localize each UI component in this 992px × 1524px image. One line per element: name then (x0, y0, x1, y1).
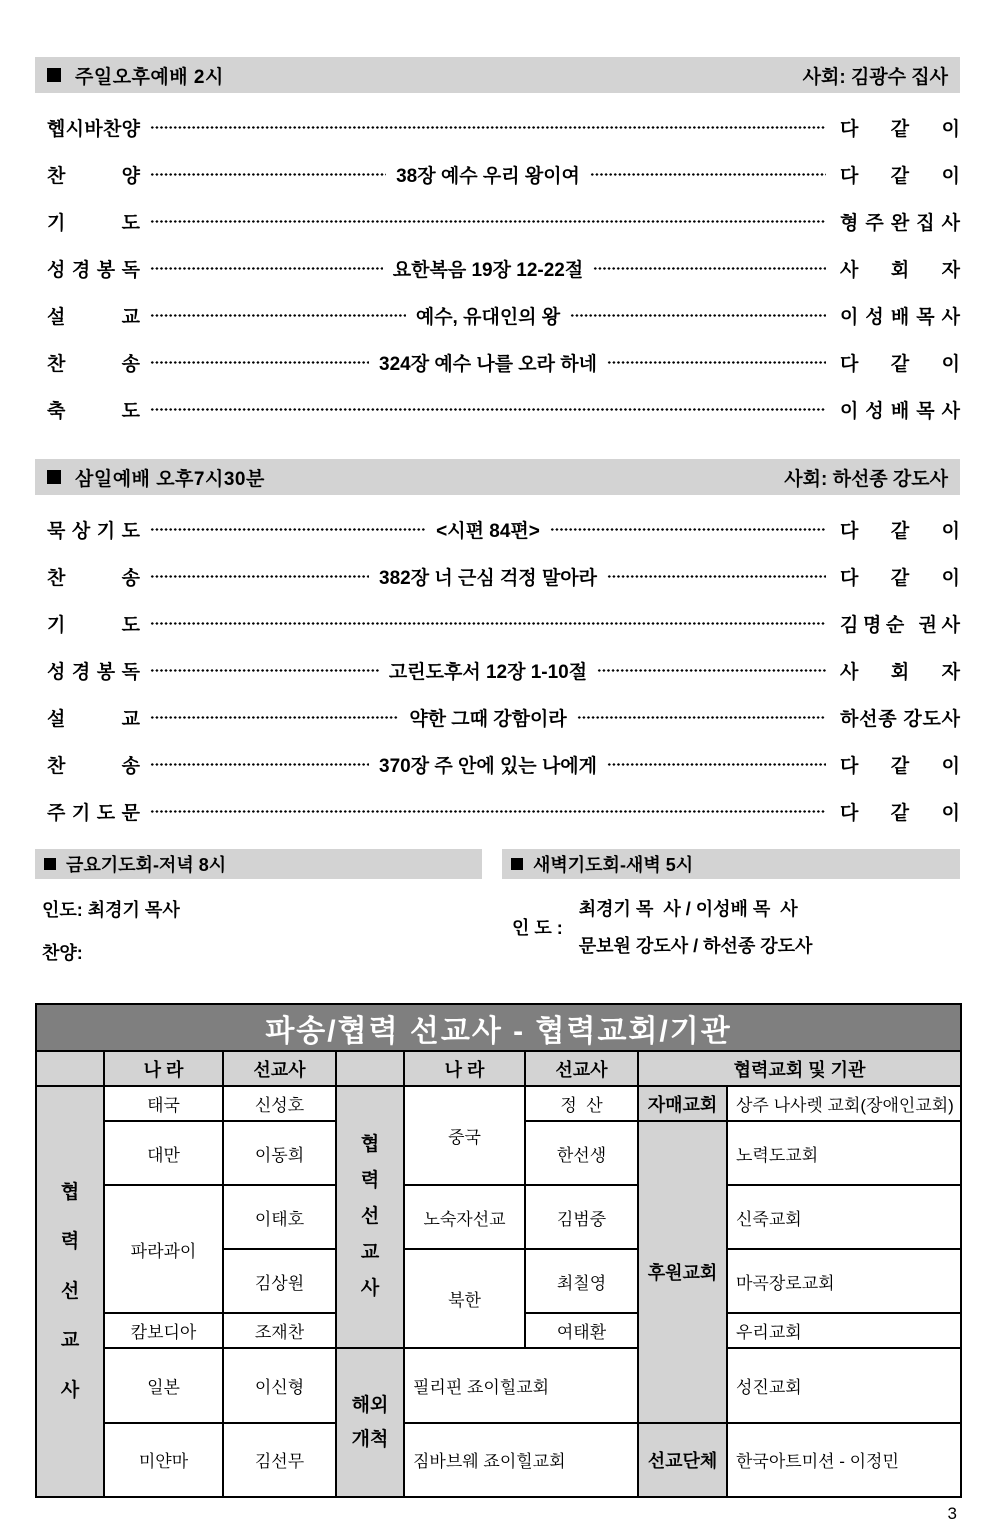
dotted-leader (150, 810, 826, 813)
black-square-icon (47, 68, 61, 82)
cell-country: 노숙자선교 (404, 1185, 525, 1249)
item-label: 기 도 (47, 615, 140, 636)
dotted-leader (607, 361, 826, 364)
dotted-leader (607, 763, 826, 766)
cell-partner-church: 성진교회 (727, 1348, 961, 1422)
group-label-coop-missionary: 협력선교사 (36, 1086, 104, 1497)
mission-table (35, 1003, 962, 1498)
item-assignee: 이 성 배 목 사 (840, 307, 960, 328)
item-assignee: 사 회 자 (840, 662, 960, 683)
item-label: 설 교 (47, 709, 140, 730)
item-assignee: 다 같 이 (840, 166, 960, 187)
item-detail: 38장 예수 우리 왕이여 (396, 166, 580, 187)
cell-partner-church: 마곡장로교회 (727, 1249, 961, 1313)
cell-overseas-church: 짐바브웨 죠이힐교회 (404, 1423, 638, 1497)
item-assignee: 사 회 자 (840, 260, 960, 281)
cell-country: 캄보디아 (104, 1313, 223, 1348)
item-assignee: 형 주 완 집 사 (840, 213, 960, 234)
item-label: 축 도 (47, 401, 140, 422)
item-detail: 324장 예수 나를 오라 하네 (379, 354, 598, 375)
header-cell-country: 나 라 (404, 1051, 525, 1086)
table-row (36, 1348, 961, 1422)
cell-missionary: 한선생 (525, 1121, 638, 1185)
service-item (35, 104, 960, 151)
item-assignee: 이 성 배 목 사 (840, 401, 960, 422)
dawn-prayer-leader-names (579, 895, 813, 958)
cell-partner-church: 우리교회 (727, 1313, 961, 1348)
item-detail: 약한 그때 강함이라 (409, 709, 567, 730)
cell-overseas-church: 필리핀 죠이힐교회 (404, 1348, 638, 1422)
table-row (36, 1185, 961, 1249)
dotted-leader (577, 716, 826, 719)
item-detail: 370장 주 안에 있는 나에게 (379, 756, 598, 777)
header-cell-missionary: 선교사 (223, 1051, 336, 1086)
item-label: 설 교 (47, 307, 140, 328)
partner-label-sister-church: 자매교회 (638, 1086, 727, 1121)
section-header-sunday-afternoon (35, 57, 960, 93)
dotted-leader (150, 408, 826, 411)
black-square-icon (47, 470, 61, 484)
header-cell-partner: 협력교회 및 기관 (638, 1051, 961, 1086)
item-label: 주 기 도 문 (47, 803, 140, 824)
friday-prayer-leader: 인도: 최경기 목사 (42, 900, 180, 920)
table-row (36, 1086, 961, 1121)
header-cell-empty (336, 1051, 404, 1086)
page-number: 3 (947, 1503, 957, 1523)
cell-partner-church: 노력도교회 (727, 1121, 961, 1185)
item-label: 찬 송 (47, 568, 140, 589)
item-label: 성 경 봉 독 (47, 260, 140, 281)
table-row (36, 1423, 961, 1497)
dotted-leader (590, 173, 826, 176)
cell-partner-church: 상주 나사렛 교회(장애인교회) (727, 1086, 961, 1121)
dotted-leader (150, 575, 369, 578)
cell-country: 대만 (104, 1121, 223, 1185)
cell-missionary: 신성호 (223, 1086, 336, 1121)
black-square-icon (511, 858, 523, 870)
mission-table-title: 파송/협력 선교사 - 협력교회/기관 (36, 1004, 961, 1051)
item-assignee: 다 같 이 (840, 354, 960, 375)
section-title: 주일오후예배 2시 (75, 66, 224, 88)
cell-missionary: 김선무 (223, 1423, 336, 1497)
dotted-leader (150, 126, 826, 129)
cell-missionary: 여태환 (525, 1313, 638, 1348)
black-square-icon (44, 858, 56, 870)
service-item (35, 292, 960, 339)
dotted-leader (150, 314, 406, 317)
service-item (35, 151, 960, 198)
item-label: 찬 송 (47, 354, 140, 375)
cell-country: 태국 (104, 1086, 223, 1121)
dotted-leader (550, 528, 826, 531)
item-label: 찬 송 (47, 756, 140, 777)
cell-missionary: 이태호 (223, 1185, 336, 1249)
prayer-meetings-row (35, 849, 960, 965)
service-item (35, 339, 960, 386)
cell-missionary: 이신형 (223, 1348, 336, 1422)
item-assignee: 다 같 이 (840, 756, 960, 777)
cell-missionary: 김상원 (223, 1249, 336, 1313)
friday-prayer-header (35, 849, 482, 879)
service-item (35, 788, 960, 835)
section-header-midweek (35, 459, 960, 495)
service-item (35, 386, 960, 433)
cell-partner-church: 신죽교회 (727, 1185, 961, 1249)
cell-partner-org: 한국아트미션 - 이정민 (727, 1423, 961, 1497)
service-item (35, 506, 960, 553)
service-order-list-sunday (35, 104, 960, 433)
friday-prayer-title: 금요기도회-저녁 8시 (66, 855, 227, 875)
cell-missionary: 조재찬 (223, 1313, 336, 1348)
section-moderator: 사회: 김광수 집사 (802, 66, 948, 88)
service-item (35, 647, 960, 694)
item-assignee: 하 선 종 강 도 사 (840, 709, 960, 730)
section-title: 삼일예배 오후7시30분 (75, 468, 265, 490)
cell-country: 미얀마 (104, 1423, 223, 1497)
item-label: 성 경 봉 독 (47, 662, 140, 683)
cell-missionary: 최칠영 (525, 1249, 638, 1313)
item-detail: 예수, 유대인의 왕 (415, 307, 561, 328)
friday-prayer-section (35, 849, 482, 965)
dawn-prayer-line: 최경기 목 사 / 이성배 목 사 (578, 899, 798, 919)
partner-label-support-church: 후원교회 (638, 1121, 727, 1423)
table-header-row (36, 1051, 961, 1086)
dotted-leader (150, 361, 369, 364)
cell-missionary: 김범중 (525, 1185, 638, 1249)
cell-missionary: 이동희 (223, 1121, 336, 1185)
cell-country: 북한 (404, 1249, 525, 1348)
item-assignee: 다 같 이 (840, 803, 960, 824)
dotted-leader (593, 267, 826, 270)
dawn-prayer-line: 문보원 강도사 / 하선종 강도사 (578, 936, 813, 956)
service-order-list-midweek (35, 506, 960, 835)
cell-missionary: 정 산 (525, 1086, 638, 1121)
dotted-leader (150, 622, 826, 625)
header-cell-missionary: 선교사 (525, 1051, 638, 1086)
dotted-leader (150, 267, 383, 270)
section-moderator: 사회: 하선종 강도사 (784, 468, 948, 490)
dawn-prayer-body (502, 895, 960, 958)
header-cell-empty (36, 1051, 104, 1086)
cell-country: 일본 (104, 1348, 223, 1422)
group-label-overseas-pioneering: 해외개척 (336, 1348, 404, 1497)
item-assignee: 다 같 이 (840, 521, 960, 542)
dotted-leader (570, 314, 826, 317)
dotted-leader (150, 763, 369, 766)
item-detail: 고린도후서 12장 1-10절 (388, 662, 588, 683)
item-detail: <시편 84편> (436, 521, 540, 542)
dawn-prayer-section (502, 849, 960, 965)
dawn-prayer-leader-label: 인 도 : (512, 917, 563, 938)
item-assignee: 다 같 이 (840, 568, 960, 589)
item-label: 기 도 (47, 213, 140, 234)
dotted-leader (150, 220, 826, 223)
dotted-leader (607, 575, 826, 578)
cell-country: 중국 (404, 1086, 525, 1185)
dotted-leader (150, 669, 379, 672)
dotted-leader (150, 173, 386, 176)
item-label: 찬 양 (47, 166, 140, 187)
item-label: 묵 상 기 도 (47, 521, 140, 542)
dotted-leader (150, 716, 399, 719)
service-item (35, 245, 960, 292)
dotted-leader (597, 669, 826, 672)
service-item (35, 694, 960, 741)
service-item (35, 553, 960, 600)
dotted-leader (150, 528, 426, 531)
item-assignee: 김 명 순 권 사 (840, 615, 960, 636)
item-detail: 요한복음 19장 12-22절 (392, 260, 584, 281)
service-item (35, 198, 960, 245)
item-detail: 382장 너 근심 걱정 말아라 (379, 568, 598, 589)
item-assignee: 다 같 이 (840, 119, 960, 140)
table-title-row (36, 1004, 961, 1051)
dawn-prayer-title: 새벽기도회-새벽 5시 (533, 855, 694, 875)
cell-country: 파라과이 (104, 1185, 223, 1313)
service-item (35, 741, 960, 788)
header-cell-country: 나 라 (104, 1051, 223, 1086)
service-item (35, 600, 960, 647)
partner-label-mission-org: 선교단체 (638, 1423, 727, 1497)
friday-prayer-praise: 찬양: (42, 943, 83, 963)
item-label: 헵 시 바 찬 양 (47, 119, 140, 140)
dawn-prayer-header (502, 849, 960, 879)
group-label-coop-missionary: 협력선교사 (336, 1086, 404, 1348)
